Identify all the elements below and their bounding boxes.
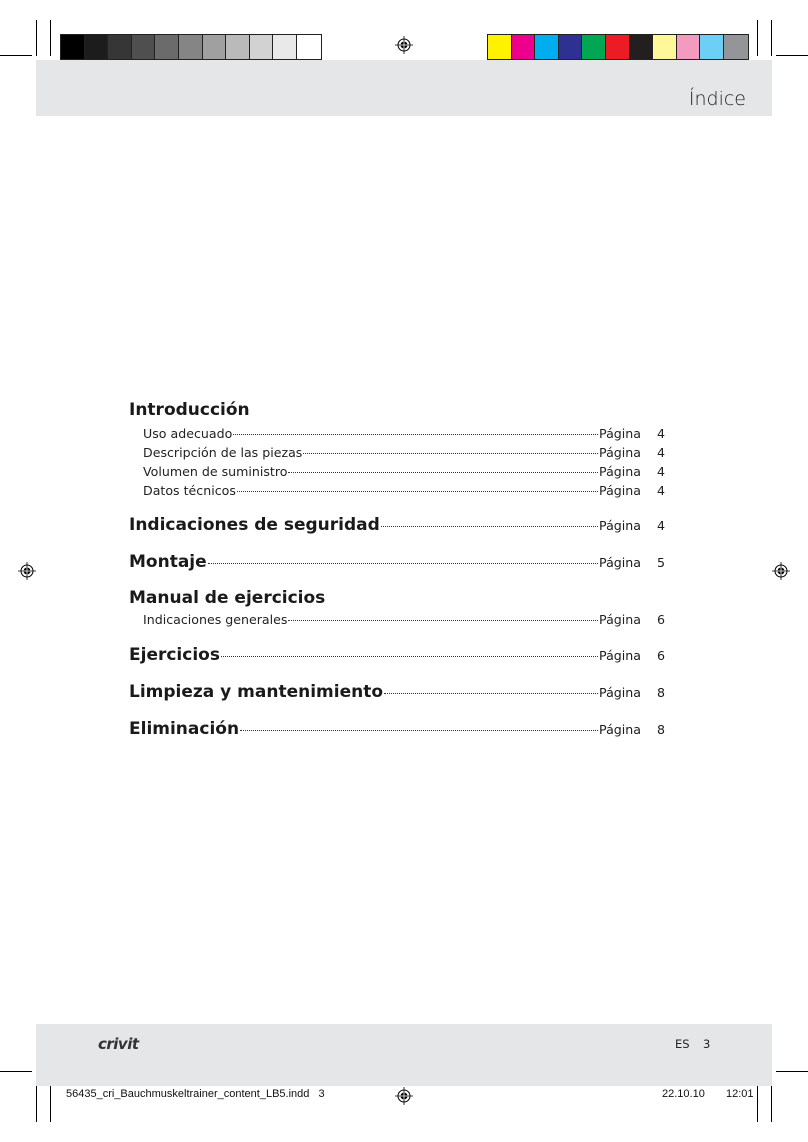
dot-leader — [303, 452, 598, 454]
toc-entry-eliminacion[interactable] — [129, 719, 665, 745]
crop-mark — [36, 20, 37, 56]
crop-mark — [50, 1086, 51, 1122]
crop-mark — [0, 1071, 32, 1072]
color-swatch — [61, 35, 85, 59]
dot-leader — [240, 729, 598, 731]
toc-section-title: Indicaciones de seguridad — [129, 515, 380, 535]
header-band — [36, 60, 772, 116]
page-number: 6 — [656, 648, 665, 663]
crop-mark — [771, 1086, 772, 1122]
color-swatch — [630, 35, 654, 59]
page-word: Página — [599, 445, 641, 460]
crop-mark — [776, 55, 808, 56]
color-swatch — [559, 35, 583, 59]
toc-entry-ejercicios[interactable] — [129, 645, 665, 671]
dot-leader — [384, 692, 598, 694]
registration-mark-icon — [772, 562, 790, 580]
print-slug-file: 56435_cri_Bauchmuskeltrainer_content_LB5.indd 3 — [66, 1088, 325, 1100]
page-number: 4 — [656, 464, 665, 479]
toc-entry-seguridad[interactable] — [129, 515, 665, 541]
color-swatch — [250, 35, 274, 59]
registration-mark-icon — [18, 562, 36, 580]
crop-mark — [776, 1071, 808, 1072]
color-swatch — [273, 35, 297, 59]
process-color-bar — [487, 34, 749, 60]
crop-mark — [50, 20, 51, 56]
color-swatch — [297, 35, 321, 59]
page-word: Página — [599, 685, 641, 700]
toc-entry-label: Uso adecuado — [143, 426, 233, 441]
dot-leader — [237, 490, 598, 492]
page-word: Página — [599, 464, 641, 479]
color-swatch — [226, 35, 250, 59]
color-swatch — [606, 35, 630, 59]
toc-entry-label: Descripción de las piezas — [143, 445, 303, 460]
color-swatch — [535, 35, 559, 59]
toc-section-title: Introducción — [129, 400, 250, 420]
dot-leader — [233, 433, 598, 435]
color-swatch — [488, 35, 512, 59]
page-number: 4 — [656, 426, 665, 441]
page-number: 8 — [656, 685, 665, 700]
page-number: 5 — [656, 555, 665, 570]
toc-entry[interactable] — [129, 483, 665, 502]
color-swatch — [582, 35, 606, 59]
language-code: ES — [675, 1037, 690, 1051]
toc-section-title: Manual de ejercicios — [129, 588, 326, 608]
toc-entry-label: Indicaciones generales — [143, 612, 288, 627]
toc-entry-label: Datos técnicos — [143, 483, 236, 498]
toc-section-introduccion — [129, 400, 665, 502]
dot-leader — [381, 525, 598, 527]
color-swatch — [132, 35, 156, 59]
toc-entry[interactable] — [129, 445, 665, 464]
page-number: 3 — [703, 1037, 711, 1051]
crop-mark — [771, 20, 772, 56]
brand-logo: crivit — [98, 1035, 139, 1053]
toc-section-title: Eliminación — [129, 719, 240, 739]
registration-mark-icon — [395, 1087, 413, 1105]
toc-entry[interactable] — [129, 464, 665, 483]
page-word: Página — [599, 483, 641, 498]
color-swatch — [724, 35, 748, 59]
crop-mark — [757, 20, 758, 56]
page-number: 4 — [656, 518, 665, 533]
toc-entry-label: Volumen de suministro — [143, 464, 288, 479]
color-swatch — [653, 35, 677, 59]
toc-entry[interactable] — [129, 612, 665, 631]
page-word: Página — [599, 612, 641, 627]
color-swatch — [512, 35, 536, 59]
dot-leader — [288, 471, 598, 473]
page-word: Página — [599, 426, 641, 441]
page-title: Índice — [688, 88, 746, 110]
page-number: 8 — [656, 722, 665, 737]
page-number: 4 — [656, 445, 665, 460]
toc-section-title: Ejercicios — [129, 645, 220, 665]
color-swatch — [85, 35, 109, 59]
toc-entry[interactable] — [129, 426, 665, 445]
registration-mark-icon — [395, 36, 413, 54]
page-word: Página — [599, 555, 641, 570]
color-swatch — [155, 35, 179, 59]
color-swatch — [677, 35, 701, 59]
page-number: 4 — [656, 483, 665, 498]
dot-leader — [288, 619, 598, 621]
crop-mark — [36, 1086, 37, 1122]
gray-color-bar — [60, 34, 322, 60]
dot-leader — [208, 562, 598, 564]
crop-mark — [0, 55, 32, 56]
page-word: Página — [599, 648, 641, 663]
print-slug-datetime: 22.10.10 12:01 — [662, 1088, 754, 1100]
crop-mark — [757, 1086, 758, 1122]
toc-entry-limpieza[interactable] — [129, 682, 665, 708]
toc-section-title: Montaje — [129, 552, 207, 572]
dot-leader — [221, 655, 598, 657]
page-word: Página — [599, 722, 641, 737]
footer-band — [36, 1024, 772, 1086]
toc-section-title: Limpieza y mantenimiento — [129, 682, 384, 702]
color-swatch — [203, 35, 227, 59]
page-word: Página — [599, 518, 641, 533]
color-swatch — [700, 35, 724, 59]
page-number: 6 — [656, 612, 665, 627]
color-swatch — [108, 35, 132, 59]
color-swatch — [179, 35, 203, 59]
toc-section-manual — [129, 588, 665, 631]
toc-entry-montaje[interactable] — [129, 552, 665, 578]
